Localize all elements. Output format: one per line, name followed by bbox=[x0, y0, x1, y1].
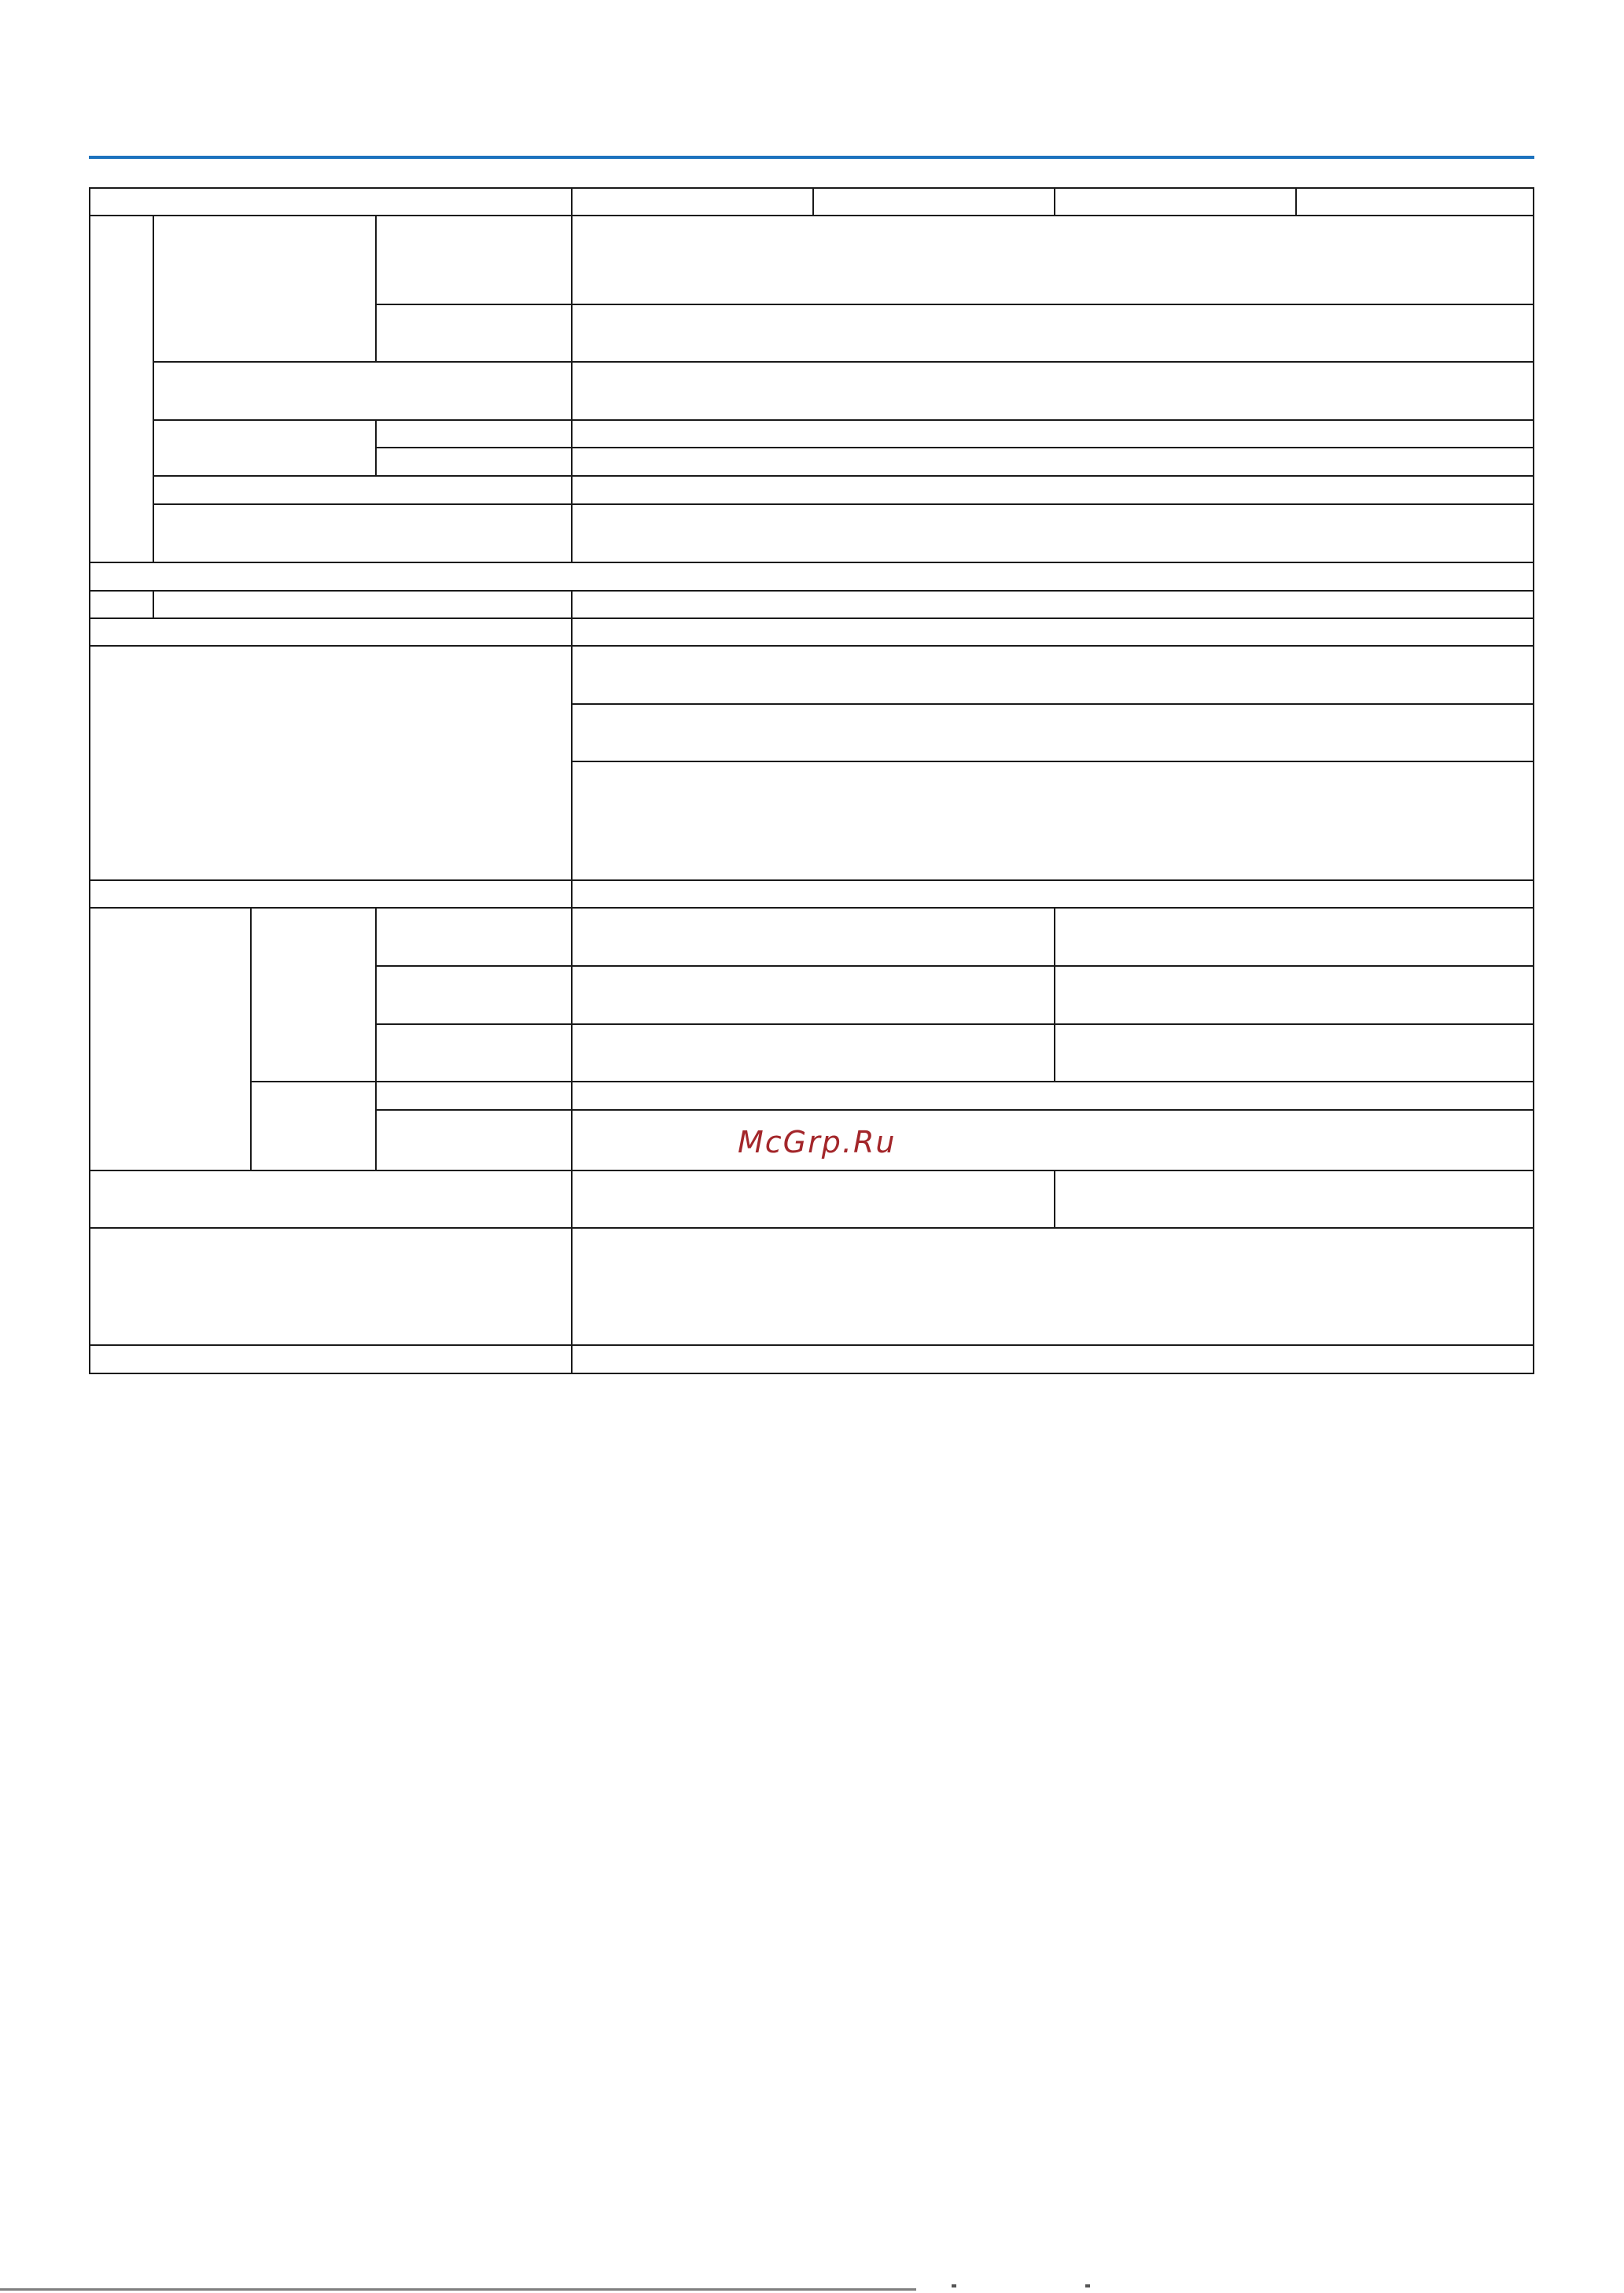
footer-marks bbox=[952, 2284, 1125, 2291]
table-header-cell bbox=[571, 187, 814, 216]
table-label-cell bbox=[153, 361, 573, 421]
table-group-label bbox=[89, 907, 252, 1171]
table-header-cell bbox=[812, 187, 1055, 216]
table-value-cell bbox=[571, 1081, 1534, 1111]
table-value-cell bbox=[1054, 965, 1534, 1025]
table-label-cell bbox=[153, 215, 377, 363]
table-label-cell bbox=[153, 475, 573, 505]
table-label-cell bbox=[375, 907, 573, 967]
table-value-cell bbox=[1054, 907, 1534, 967]
table-span-cell bbox=[89, 562, 1534, 592]
table-value-cell bbox=[571, 645, 1534, 705]
table-value-cell bbox=[571, 965, 1055, 1025]
table-value-cell bbox=[1054, 1170, 1534, 1229]
table-value-cell bbox=[571, 447, 1534, 477]
table-label-cell bbox=[375, 304, 573, 363]
table-label-cell bbox=[89, 617, 573, 647]
table-value-cell bbox=[571, 703, 1534, 762]
table-header-cell bbox=[1295, 187, 1534, 216]
table-value-cell bbox=[571, 617, 1534, 647]
table-label-cell bbox=[375, 965, 573, 1025]
table-value-cell bbox=[571, 361, 1534, 421]
table-label-cell bbox=[375, 1109, 573, 1171]
table-label-cell bbox=[375, 1023, 573, 1082]
header-rule bbox=[89, 156, 1534, 159]
table-value-cell bbox=[571, 1227, 1534, 1346]
table-value-cell bbox=[1054, 1023, 1534, 1082]
table-value-cell bbox=[571, 761, 1534, 881]
table-label-cell bbox=[375, 447, 573, 477]
table-value-cell bbox=[571, 304, 1534, 363]
table-value-cell bbox=[571, 907, 1055, 967]
table-header-cell bbox=[89, 187, 573, 216]
table-label-cell bbox=[375, 419, 573, 448]
table-value-cell bbox=[571, 1170, 1055, 1229]
table-label-cell bbox=[89, 879, 573, 909]
table-value-cell bbox=[571, 475, 1534, 505]
table-label-cell bbox=[153, 590, 573, 619]
table-group-label bbox=[89, 215, 154, 563]
table-label-cell bbox=[89, 1170, 573, 1229]
table-value-cell bbox=[571, 590, 1534, 619]
table-value-cell bbox=[571, 215, 1534, 305]
table-value-cell bbox=[571, 1023, 1055, 1082]
table-label-cell bbox=[375, 1081, 573, 1111]
table-label-cell bbox=[89, 1344, 573, 1374]
table-label-cell bbox=[89, 1227, 573, 1346]
table-label-cell bbox=[375, 215, 573, 305]
watermark: McGrp.Ru bbox=[738, 1125, 897, 1159]
table-label-cell bbox=[250, 907, 377, 1082]
table-label-cell bbox=[89, 645, 573, 881]
table-group-label bbox=[89, 590, 154, 619]
table-value-cell bbox=[571, 503, 1534, 563]
table-value-cell bbox=[571, 1344, 1534, 1374]
table-label-cell bbox=[153, 503, 573, 563]
table-label-cell bbox=[153, 419, 377, 477]
table-value-cell bbox=[571, 1109, 1534, 1171]
table-label-cell bbox=[250, 1081, 377, 1171]
table-value-cell bbox=[571, 419, 1534, 448]
table-value-cell bbox=[571, 879, 1534, 909]
table-header-cell bbox=[1054, 187, 1297, 216]
footer-rule bbox=[0, 2288, 916, 2291]
